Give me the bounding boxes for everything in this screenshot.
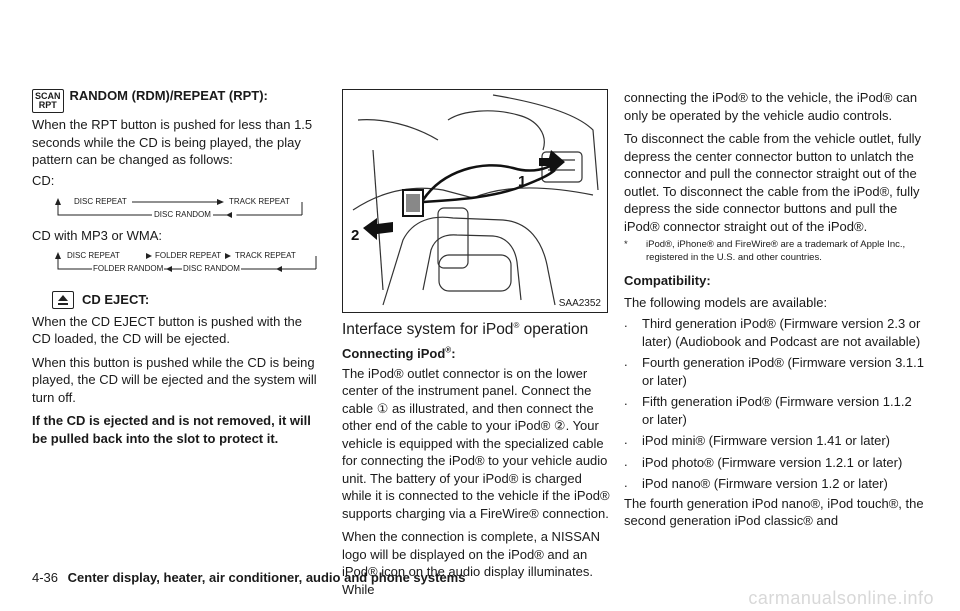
disconnect-text: To disconnect the cable from the vehicle outlet, fully depress the center connector button to unlatch the connector and pull the connector straight out of the outlet. To disconnect the cable from the iPod®, fully depress the side connector buttons and pull the iPod® connector straight out of the iPod®.: [624, 131, 921, 234]
mp3-folder-repeat: FOLDER REPEAT: [155, 250, 222, 260]
badge-top-text: SCAN: [35, 91, 61, 101]
cd-disc-repeat: DISC REPEAT: [74, 197, 127, 206]
right-column: [624, 0, 924, 530]
section-title: Interface system for iPod® operation: [342, 320, 589, 338]
bullet-mark: .: [624, 315, 628, 330]
compatibility-list: [624, 315, 924, 493]
connecting-heading: Connecting iPod®:: [342, 345, 456, 361]
cd-label: CD:: [32, 172, 55, 188]
cd-eject-heading: CD EJECT:: [82, 291, 150, 307]
callout-1: 1: [518, 173, 527, 190]
compatibility-tail: The fourth generation iPod nano®, iPod touch®, the second generation iPod classic® and: [624, 495, 924, 528]
random-repeat-heading-row: [32, 89, 322, 113]
cd-eject-text-2: When this button is pushed while the CD is being played, the CD will be ejected and the system will turn off.: [32, 354, 317, 405]
compatibility-item: [624, 475, 924, 493]
bullet-mark: .: [624, 432, 628, 447]
compatibility-item-text: Third generation iPod® (Firmware version 2.3 or later) (Audiobook and Podcast are not available): [642, 316, 921, 349]
watermark: carmanualsonline.info: [748, 588, 934, 608]
compatibility-item: [624, 393, 924, 428]
mp3-folder-random: FOLDER RANDOM: [93, 263, 164, 273]
compatibility-item-text: iPod nano® (Firmware version 1.2 or later): [642, 476, 888, 491]
random-repeat-heading: RANDOM (RDM)/REPEAT (RPT):: [69, 88, 268, 104]
compatibility-item-text: iPod mini® (Firmware version 1.41 or later): [642, 433, 890, 448]
chapter-title: Center display, heater, air conditioner, audio and phone systems: [67, 570, 466, 585]
bullet-mark: .: [624, 475, 628, 490]
bullet-mark: .: [624, 453, 628, 469]
page-footer: [32, 570, 465, 585]
compatibility-item-text: Fifth generation iPod® (Firmware version 1.1.2 or later): [642, 394, 912, 427]
ipod-connection-figure: [342, 89, 608, 313]
bullet-mark: .: [624, 393, 628, 408]
cd-track-repeat: TRACK REPEAT: [229, 197, 290, 206]
cd-eject-warning: If the CD is ejected and is not removed, it will be pulled back into the slot to protect it.: [32, 413, 311, 446]
cd-disc-random: DISC RANDOM: [154, 210, 211, 219]
left-column: [32, 0, 322, 447]
page-number: 4-36: [32, 570, 59, 585]
eject-icon: [52, 291, 74, 309]
controls-text: connecting the iPod® to the vehicle, the iPod® can only be operated by the vehicle audio controls.: [624, 90, 918, 123]
cd-repeat-diagram: [32, 197, 322, 223]
callout-2: 2: [351, 227, 360, 244]
cd-eject-heading-row: [32, 291, 322, 309]
random-repeat-text: When the RPT button is pushed for less than 1.5 seconds while the CD is being played, the play pattern can be changed as follows:: [32, 117, 313, 167]
compatibility-item: [624, 432, 924, 450]
footnote-star: *: [624, 239, 628, 250]
bullet-mark: .: [624, 354, 628, 369]
trademark-footnote: [624, 239, 924, 264]
mp3-track-repeat: TRACK REPEAT: [235, 250, 296, 260]
ipod-section: [342, 320, 612, 598]
footnote-text: iPod®, iPhone® and FireWire® are a trademark of Apple Inc., registered in the U.S. and other countries.: [646, 239, 906, 263]
mp3-repeat-diagram: [32, 251, 322, 277]
compatibility-item: [624, 354, 924, 389]
cd-eject-text-1: When the CD EJECT button is pushed with the CD loaded, the CD will be ejected.: [32, 313, 303, 346]
compatibility-item-text: iPod photo® (Firmware version 1.2.1 or later): [642, 454, 903, 470]
badge-bottom-text: RPT: [38, 100, 57, 110]
mp3-label: CD with MP3 or WMA:: [32, 228, 163, 243]
connecting-text: The iPod® outlet connector is on the lower center of the instrument panel. Connect the cable ① as illustrated, and then connect the other end of the cable to your iPod® ②. Your vehicle is equipped with the specialized cable for connecting the iPod® to your vehicle audio unit. The battery of your iPod® is charged while it is connected to the vehicle if the iPod® supports charging via a FireWire® connection.: [342, 365, 610, 521]
scan-rpt-icon: [32, 89, 64, 113]
connection-complete-text: When the connection is complete, a NISSAN logo will be displayed on the iPod® and an iPod® icon on the audio display illuminates. While: [342, 529, 600, 597]
mp3-disc-repeat: DISC REPEAT: [67, 250, 120, 260]
compatibility-item-text: Fourth generation iPod® (Firmware version 3.1.1 or later): [642, 355, 924, 388]
mp3-disc-random: DISC RANDOM: [183, 263, 240, 273]
compatibility-item: [624, 315, 924, 350]
console-illustration: [343, 90, 607, 312]
compatibility-intro: The following models are available:: [624, 294, 828, 310]
figure-code: SAA2352: [558, 298, 601, 309]
compatibility-heading: Compatibility:: [624, 273, 711, 288]
compatibility-item: [624, 454, 924, 472]
